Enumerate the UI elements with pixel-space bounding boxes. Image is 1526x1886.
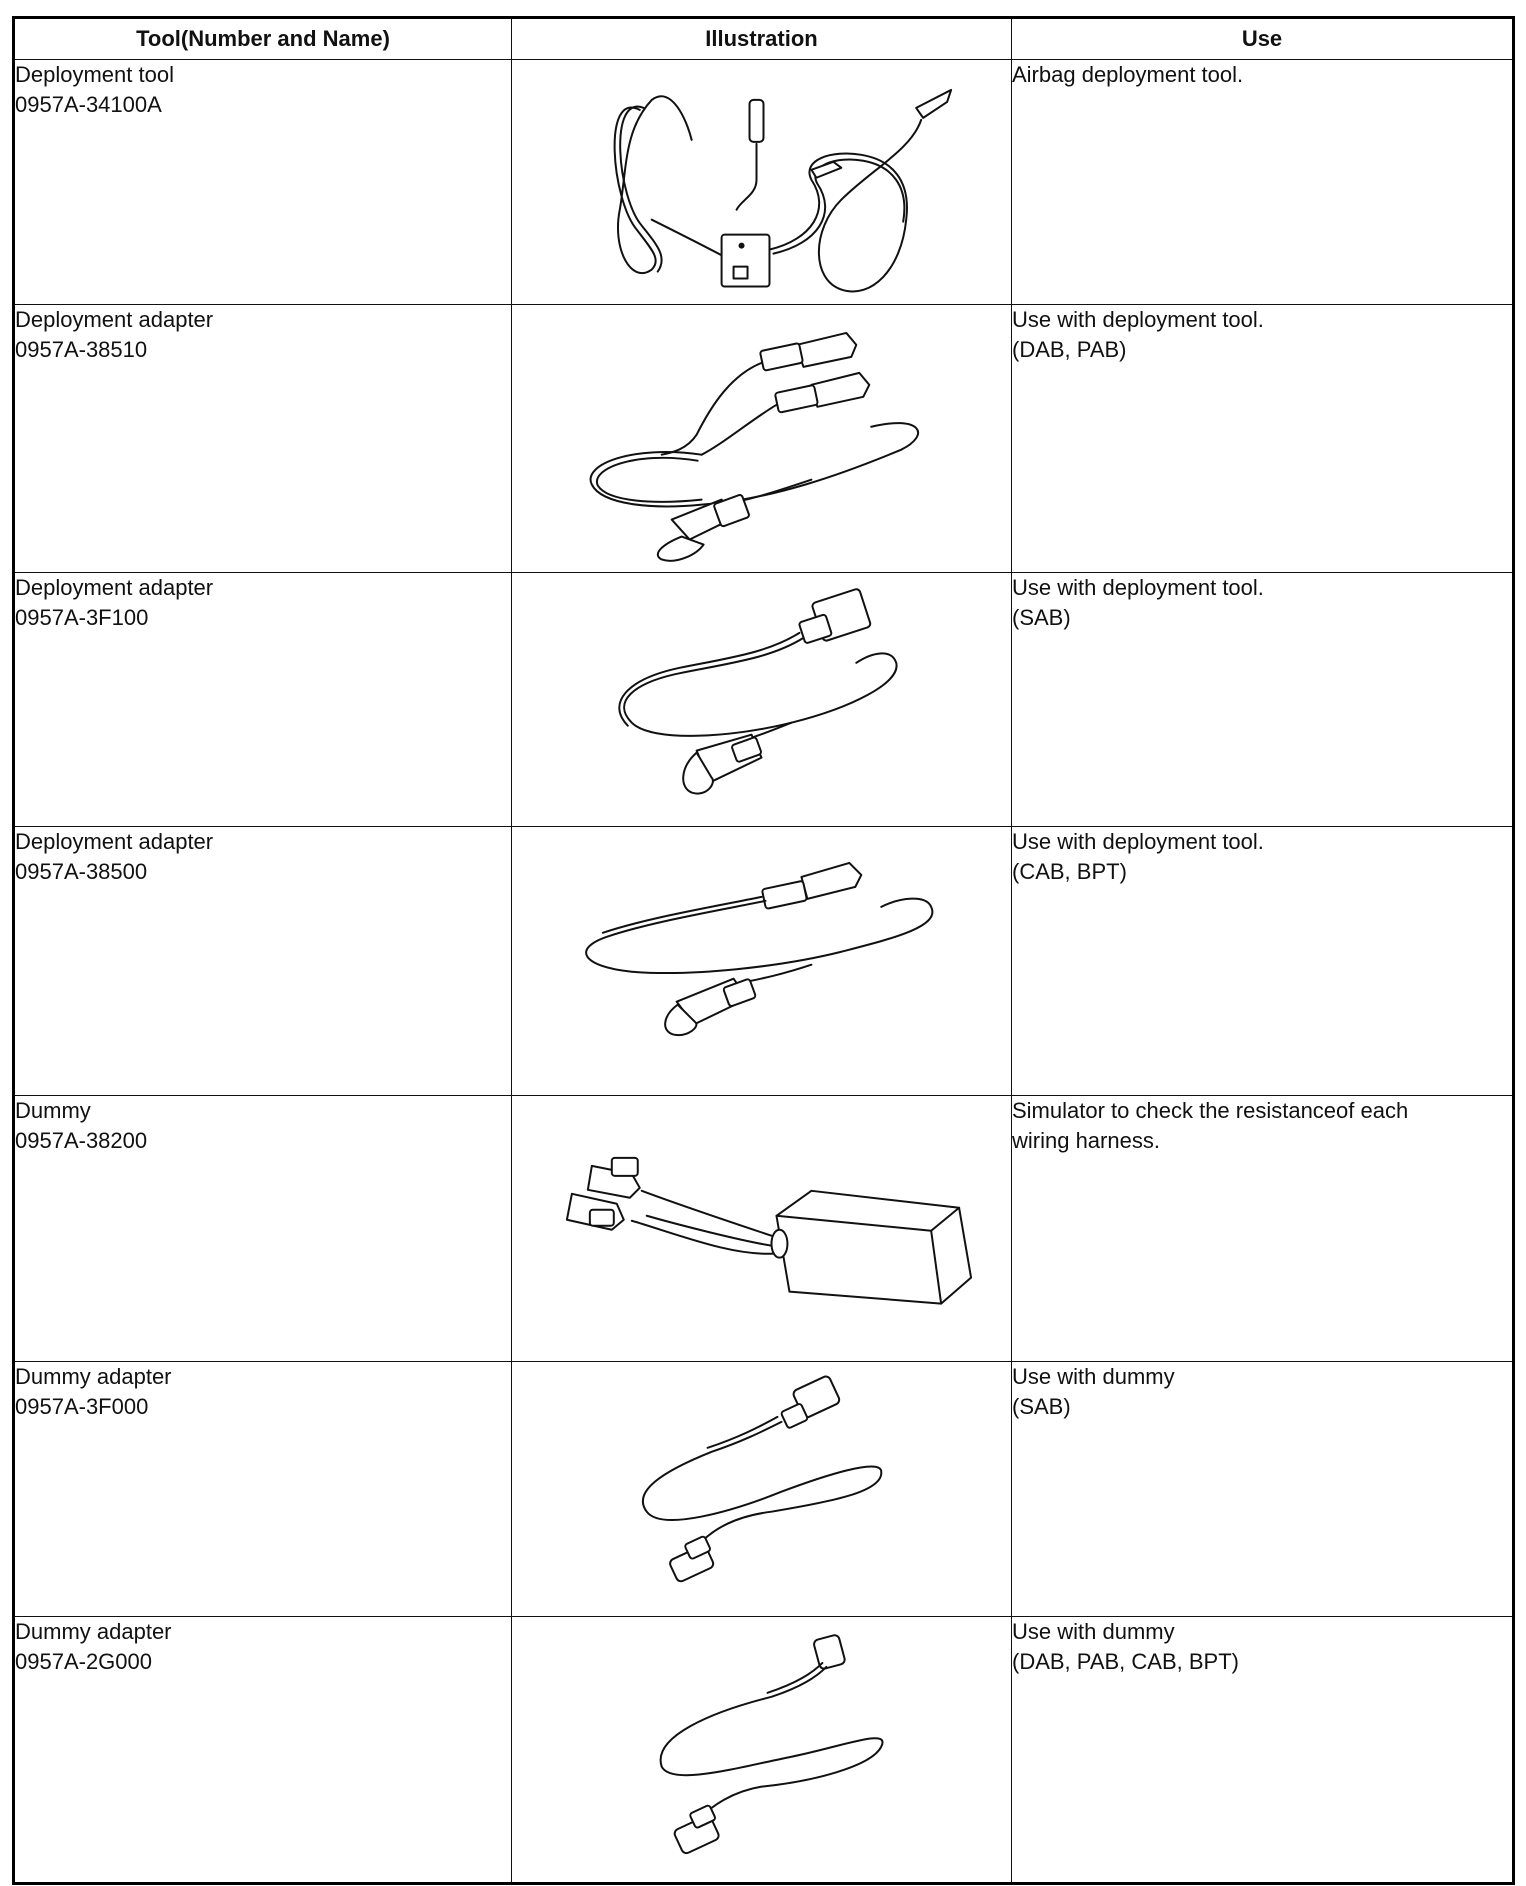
deployment-tool-illustration [512,60,1011,304]
use-text-line-2: wiring harness. [1012,1127,1160,1153]
header-use: Use [1012,18,1514,60]
tool-name: Dummy [15,1097,91,1123]
illustration-cell [512,572,1012,826]
table-row [14,1616,1514,1883]
table-row [14,1362,1514,1616]
table-row [14,304,1514,572]
tool-number: 0957A-38510 [15,336,148,362]
tool-number: 0957A-2G000 [15,1648,152,1674]
illustration-cell [512,827,1012,1095]
use-text-line-1: Use with deployment tool. [1012,574,1264,600]
table-row [14,572,1514,826]
use-text-line-1: Simulator to check the resistanceof each [1012,1097,1409,1123]
use-text-line-2: (SAB) [1012,604,1071,630]
table-row [14,60,1514,305]
header-row [14,18,1514,60]
use-text-line-1: Use with deployment tool. [1012,306,1264,332]
use-text-line-1: Use with dummy [1012,1618,1175,1644]
tool-number: 0957A-3F000 [15,1394,149,1420]
tool-cell [14,304,512,572]
use-text-line-2: (DAB, PAB) [1012,336,1127,362]
dummy-adapter-illustration [512,1362,1011,1615]
tool-name: Dummy adapter [15,1618,172,1644]
table-row [14,1095,1514,1361]
use-cell [1012,572,1514,826]
double-connector-adapter-illustration [512,305,1011,572]
dummy-adapter-illustration [512,1617,1011,1882]
illustration-cell [512,1095,1012,1361]
tool-name: Deployment adapter [15,574,214,600]
tool-name: Deployment adapter [15,829,214,855]
special-tools-table [12,16,1515,1885]
tool-cell [14,1362,512,1616]
use-text-line-1: Use with dummy [1012,1364,1175,1390]
tool-name: Deployment adapter [15,306,214,332]
tool-cell [14,827,512,1095]
tool-name: Dummy adapter [15,1364,172,1390]
tool-number: 0957A-34100A [15,92,162,117]
use-cell [1012,1362,1514,1616]
use-text-line-2: (DAB, PAB, CAB, BPT) [1012,1648,1239,1674]
illustration-cell [512,1362,1012,1616]
header-illustration: Illustration [512,18,1012,60]
sab-adapter-illustration [512,573,1011,826]
tool-cell [14,572,512,826]
illustration-cell [512,60,1012,305]
tool-cell [14,1616,512,1883]
tool-name: Deployment tool [15,62,174,87]
tool-cell [14,60,512,305]
use-cell [1012,1616,1514,1883]
use-cell [1012,827,1514,1095]
tool-number: 0957A-38200 [15,1127,148,1153]
use-cell [1012,60,1514,305]
use-text-line-2: (SAB) [1012,1394,1071,1420]
dummy-box-illustration [512,1096,1011,1361]
single-connector-adapter-illustration [512,827,1011,1094]
tool-number: 0957A-3F100 [15,604,149,630]
use-cell [1012,304,1514,572]
illustration-cell [512,304,1012,572]
tool-cell [14,1095,512,1361]
illustration-cell [512,1616,1012,1883]
use-text-line-2: (CAB, BPT) [1012,859,1127,885]
use-text-line-1: Use with deployment tool. [1012,829,1264,855]
use-text: Airbag deployment tool. [1012,62,1244,87]
header-tool: Tool(Number and Name) [14,18,512,60]
tool-number: 0957A-38500 [15,859,148,885]
table-row [14,827,1514,1095]
use-cell [1012,1095,1514,1361]
